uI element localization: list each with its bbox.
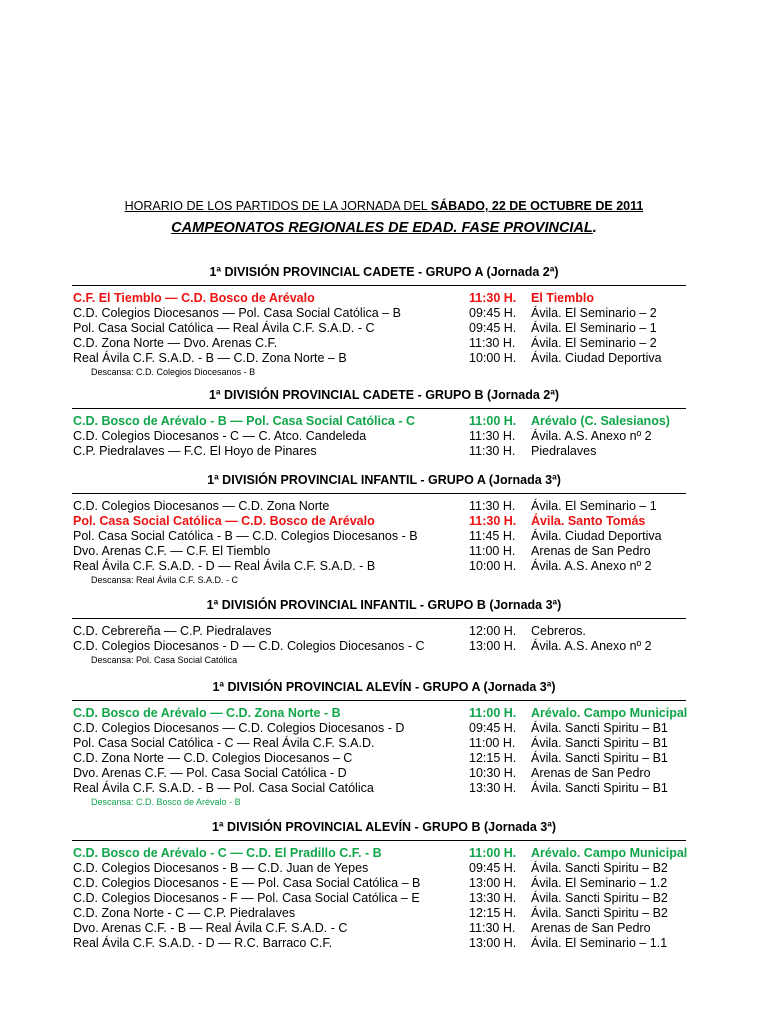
- match-row: [0, 514, 768, 529]
- section-divider: [72, 618, 686, 619]
- match-row: [0, 766, 768, 781]
- rest-note: Descansa: Real Ávila C.F. S.A.D. - C: [91, 575, 239, 585]
- match-name: C.P. Piedralaves — F.C. El Hoyo de Pinares: [73, 444, 317, 458]
- match-venue: Ávila. Sancti Spiritu – B1: [531, 781, 668, 795]
- match-row: [0, 876, 768, 891]
- match-time: 13:00 H.: [469, 876, 517, 890]
- match-name: C.D. Colegios Diocesanos - B — C.D. Juan de Yepes: [73, 861, 369, 875]
- match-venue: Arévalo (C. Salesianos): [531, 414, 670, 428]
- match-name: Real Ávila C.F. S.A.D. - B — C.D. Zona Norte – B: [73, 351, 347, 365]
- match-row: [0, 499, 768, 514]
- match-name: C.D. Colegios Diocesanos - F — Pol. Casa Social Católica – E: [73, 891, 420, 905]
- match-time: 13:00 H.: [469, 936, 517, 950]
- schedule-section: [0, 598, 768, 666]
- match-row: [0, 706, 768, 721]
- match-row: [0, 336, 768, 351]
- match-name: C.D. Bosco de Arévalo — C.D. Zona Norte - B: [73, 706, 341, 720]
- match-time: 09:45 H.: [469, 306, 517, 320]
- section-title: 1ª DIVISIÓN PROVINCIAL CADETE - GRUPO B (Jornada 2ª): [208, 388, 560, 402]
- match-time: 11:00 H.: [469, 706, 517, 720]
- match-row: [0, 936, 768, 951]
- document-title: [0, 219, 768, 237]
- match-time: 13:30 H.: [469, 781, 517, 795]
- match-name: Dvo. Arenas C.F. — Pol. Casa Social Católica - D: [73, 766, 347, 780]
- match-time: 10:00 H.: [469, 559, 517, 573]
- match-time: 13:00 H.: [469, 639, 517, 653]
- match-row: [0, 846, 768, 861]
- match-name: C.D. Cebrereña — C.P. Piedralaves: [73, 624, 272, 638]
- section-title: 1ª DIVISIÓN PROVINCIAL ALEVÍN - GRUPO B (Jornada 3ª): [211, 820, 557, 834]
- heading-date: SÁBADO, 22 DE OCTUBRE DE 2011: [430, 199, 644, 213]
- match-time: 11:30 H.: [469, 291, 517, 305]
- match-name: Real Ávila C.F. S.A.D. - D — R.C. Barraco C.F.: [73, 936, 333, 950]
- match-venue: Ávila. El Seminario – 1: [531, 499, 657, 513]
- match-time: 09:45 H.: [469, 721, 517, 735]
- match-row: [0, 306, 768, 321]
- match-name: C.D. Colegios Diocesanos — C.D. Zona Norte: [73, 499, 330, 513]
- match-time: 10:00 H.: [469, 351, 517, 365]
- section-title: 1ª DIVISIÓN PROVINCIAL INFANTIL - GRUPO B (Jornada 3ª): [206, 598, 562, 612]
- match-venue: Ávila. El Seminario – 2: [531, 306, 657, 320]
- match-venue: Ávila. Ciudad Deportiva: [531, 351, 662, 365]
- match-row: [0, 429, 768, 444]
- match-time: 11:30 H.: [469, 514, 517, 528]
- match-venue: Ávila. El Seminario – 1.1: [531, 936, 668, 950]
- match-time: 12:00 H.: [469, 624, 517, 638]
- match-name: Pol. Casa Social Católica - B — C.D. Colegios Diocesanos - B: [73, 529, 418, 543]
- schedule-section: [0, 473, 768, 586]
- match-venue: Ávila. El Seminario – 1.2: [531, 876, 668, 890]
- match-venue: Ávila. Santo Tomás: [531, 514, 646, 528]
- title-text: CAMPEONATOS REGIONALES DE EDAD. FASE PROVINCIAL: [171, 220, 593, 236]
- match-row: [0, 351, 768, 366]
- section-divider: [72, 840, 686, 841]
- rest-note: Descansa: C.D. Bosco de Arévalo - B: [91, 797, 241, 807]
- match-time: 11:30 H.: [469, 499, 516, 513]
- match-time: 10:30 H.: [469, 766, 517, 780]
- match-venue: Ávila. Sancti Spiritu – B2: [531, 861, 668, 875]
- match-row: [0, 414, 768, 429]
- match-name: C.D. Colegios Diocesanos - E — Pol. Casa Social Católica – B: [73, 876, 421, 890]
- match-name: Pol. Casa Social Católica — C.D. Bosco de Arévalo: [73, 514, 375, 528]
- match-row: [0, 624, 768, 639]
- schedule-section: [0, 820, 768, 951]
- schedule-section: [0, 388, 768, 459]
- match-time: 12:15 H.: [469, 906, 517, 920]
- match-row: [0, 529, 768, 544]
- section-divider: [72, 285, 686, 286]
- match-venue: Arenas de San Pedro: [531, 921, 651, 935]
- match-row: [0, 291, 768, 306]
- match-time: 11:00 H.: [469, 846, 517, 860]
- match-name: Pol. Casa Social Católica - C — Real Ávila C.F. S.A.D.: [73, 736, 375, 750]
- match-name: Real Ávila C.F. S.A.D. - B — Pol. Casa Social Católica: [73, 781, 374, 795]
- match-row: [0, 861, 768, 876]
- match-time: 09:45 H.: [469, 861, 517, 875]
- match-time: 11:30 H.: [469, 444, 516, 458]
- match-name: Dvo. Arenas C.F. — C.F. El Tiemblo: [73, 544, 271, 558]
- match-time: 12:15 H.: [469, 751, 517, 765]
- match-name: C.D. Zona Norte — C.D. Colegios Diocesanos – C: [73, 751, 353, 765]
- rest-note: Descansa: C.D. Colegios Diocesanos - B: [91, 367, 256, 377]
- match-name: C.D. Colegios Diocesanos - D — C.D. Colegios Diocesanos - C: [73, 639, 425, 653]
- match-time: 11:45 H.: [469, 529, 516, 543]
- match-name: Pol. Casa Social Católica — Real Ávila C.F. S.A.D. - C: [73, 321, 375, 335]
- match-row: [0, 444, 768, 459]
- section-title: 1ª DIVISIÓN PROVINCIAL CADETE - GRUPO A (Jornada 2ª): [209, 265, 559, 279]
- match-row: [0, 736, 768, 751]
- match-row: [0, 906, 768, 921]
- match-name: Real Ávila C.F. S.A.D. - D — Real Ávila C.F. S.A.D. - B: [73, 559, 376, 573]
- match-venue: Ávila. Sancti Spiritu – B1: [531, 721, 668, 735]
- match-venue: Ávila. Sancti Spiritu – B2: [531, 906, 668, 920]
- match-name: C.D. Colegios Diocesanos - C — C. Atco. Candeleda: [73, 429, 367, 443]
- match-row: [0, 921, 768, 936]
- match-venue: El Tiemblo: [531, 291, 594, 305]
- match-name: C.D. Colegios Diocesanos — Pol. Casa Social Católica – B: [73, 306, 401, 320]
- rest-note: Descansa: Pol. Casa Social Católica: [91, 655, 238, 665]
- match-name: C.D. Bosco de Arévalo - C — C.D. El Pradillo C.F. - B: [73, 846, 382, 860]
- match-time: 11:00 H.: [469, 544, 516, 558]
- section-title: 1ª DIVISIÓN PROVINCIAL INFANTIL - GRUPO A (Jornada 3ª): [207, 473, 561, 487]
- section-divider: [72, 700, 686, 701]
- schedule-section: [0, 680, 768, 808]
- match-time: 11:00 H.: [469, 736, 516, 750]
- match-row: [0, 891, 768, 906]
- match-row: [0, 321, 768, 336]
- title-suffix: .: [592, 220, 597, 236]
- match-time: 11:30 H.: [469, 336, 516, 350]
- match-time: 11:30 H.: [469, 429, 516, 443]
- match-venue: Ávila. A.S. Anexo nº 2: [531, 639, 652, 653]
- match-venue: Ávila. Sancti Spiritu – B1: [531, 751, 668, 765]
- match-row: [0, 781, 768, 796]
- match-name: Dvo. Arenas C.F. - B — Real Ávila C.F. S.A.D. - C: [73, 921, 348, 935]
- match-row: [0, 559, 768, 574]
- match-time: 11:00 H.: [469, 414, 517, 428]
- match-row: [0, 544, 768, 559]
- match-venue: Arenas de San Pedro: [531, 544, 651, 558]
- match-venue: Cebreros.: [531, 624, 586, 638]
- match-venue: Ávila. A.S. Anexo nº 2: [531, 559, 652, 573]
- match-name: C.D. Zona Norte — Dvo. Arenas C.F.: [73, 336, 278, 350]
- match-time: 13:30 H.: [469, 891, 517, 905]
- match-name: C.D. Colegios Diocesanos — C.D. Colegios Diocesanos - D: [73, 721, 405, 735]
- section-divider: [72, 493, 686, 494]
- match-venue: Arévalo. Campo Municipal: [531, 846, 688, 860]
- match-venue: Ávila. El Seminario – 2: [531, 336, 657, 350]
- match-venue: Ávila. Sancti Spiritu – B2: [531, 891, 668, 905]
- match-venue: Ávila. El Seminario – 1: [531, 321, 657, 335]
- match-venue: Arévalo. Campo Municipal: [531, 706, 688, 720]
- section-divider: [72, 408, 686, 409]
- match-row: [0, 721, 768, 736]
- heading-prefix: HORARIO DE LOS PARTIDOS DE LA JORNADA DEL: [124, 199, 431, 213]
- section-title: 1ª DIVISIÓN PROVINCIAL ALEVÍN - GRUPO A (Jornada 3ª): [212, 680, 556, 694]
- match-name: C.D. Zona Norte - C — C.P. Piedralaves: [73, 906, 296, 920]
- match-venue: Arenas de San Pedro: [531, 766, 651, 780]
- match-time: 09:45 H.: [469, 321, 517, 335]
- match-name: C.D. Bosco de Arévalo - B — Pol. Casa Social Católica - C: [73, 414, 415, 428]
- match-row: [0, 639, 768, 654]
- match-venue: Piedralaves: [531, 444, 597, 458]
- document-heading: [0, 198, 768, 214]
- schedule-section: [0, 265, 768, 378]
- match-venue: Ávila. Sancti Spiritu – B1: [531, 736, 668, 750]
- match-venue: Ávila. A.S. Anexo nº 2: [531, 429, 652, 443]
- match-time: 11:30 H.: [469, 921, 516, 935]
- match-row: [0, 751, 768, 766]
- match-venue: Ávila. Ciudad Deportiva: [531, 529, 662, 543]
- match-name: C.F. El Tiemblo — C.D. Bosco de Arévalo: [73, 291, 315, 305]
